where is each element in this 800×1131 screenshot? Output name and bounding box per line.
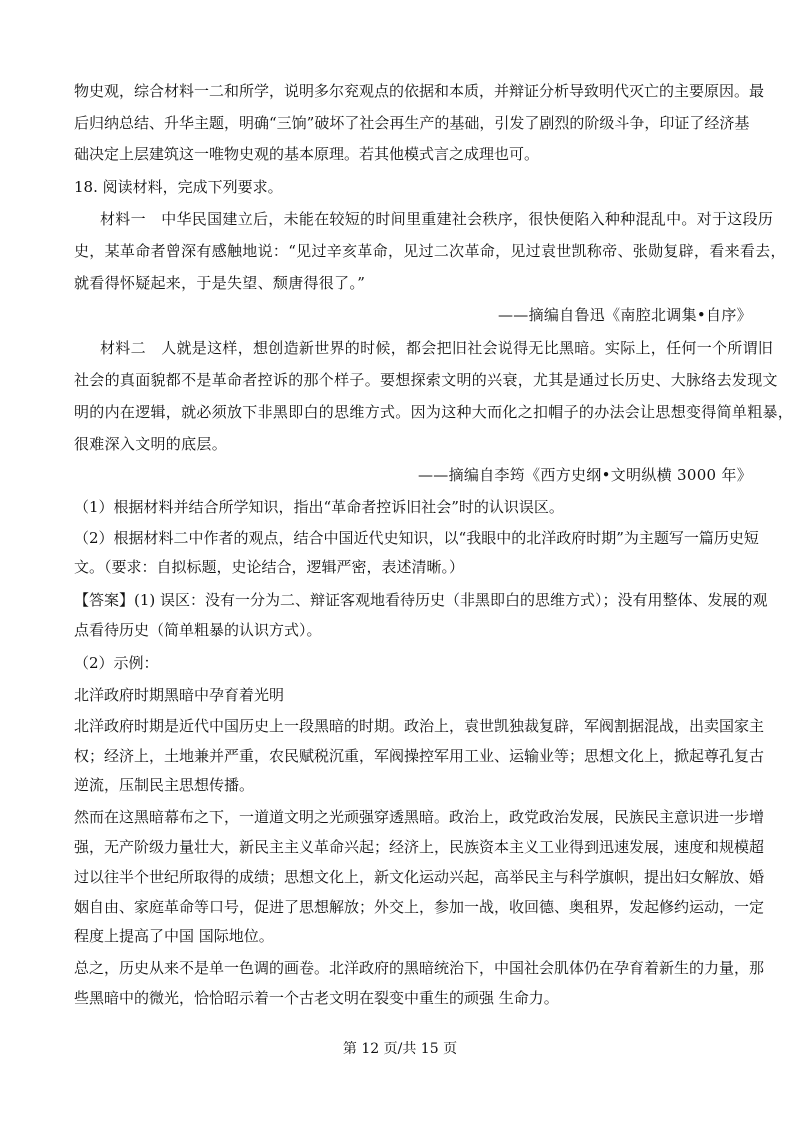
answer-line: 些黑暗中的微光，恰恰昭示着一个古老文明在裂变中重生的顽强 生命力。 <box>74 989 559 1007</box>
material1-source: ——摘编自鲁迅《南腔北调集•自序》 <box>498 306 752 324</box>
answer-line: 然而在这黑暗幕布之下，一道道文明之光顽强穿透黑暗。政治上，政党政治发展，民族民主意识进一步增 <box>74 808 765 826</box>
answer-line: 权；经济上，土地兼并严重，农民赋税沉重，军阀操控军用工业、运输业等；思想文化上，掀起尊孔复古 <box>74 747 765 765</box>
material2-source: ——摘编自李筠《西方史纲•文明纵横 3000 年》 <box>418 466 753 484</box>
answer-line: 姻自由、家庭革命等口号，促进了思想解放；外交上，参加一战，收回德、奥租界，发起修约运动，一定 <box>74 898 765 916</box>
intro-line: 物史观，综合材料一二和所学，说明多尔兖观点的依据和本质，并辩证分析导致明代灭亡的主要原因。最 <box>74 82 765 100</box>
material1-line: 材料一 中华民国建立后，未能在较短的时间里重建社会秩序，很快便陷入种种混乱中。对于这段历 <box>100 210 774 228</box>
answer-title: 北洋政府时期黑暗中孕育着光明 <box>74 686 285 704</box>
material2-line: 社会的真面貌都不是革命者控诉的那个样子。要想探索文明的兴衰，尤其是通过长历史、大脉络去发现文 <box>74 371 778 389</box>
answer-line: （2）示例： <box>74 654 159 672</box>
answer-line: 总之，历史从来不是单一色调的画卷。北洋政府的黑暗统治下，中国社会肌体仍在孕育着新生的力量，那 <box>74 959 765 977</box>
question-line: （2）根据材料二中作者的观点，结合中国近代史知识，以“我眼中的北洋政府时期”为主题写一篇历史短 <box>74 529 759 547</box>
answer-line: 强，无产阶级力量壮大，新民主主义革命兴起；经济上，民族资本主义工业得到迅速发展，速度和规模超 <box>74 838 765 856</box>
answer-line: 【答案】(1) 误区：没有一分为二、辩证客观地看待历史（非黑即白的思维方式）；没有用整体、发展的观 <box>74 591 768 609</box>
question-header: 18. 阅读材料，完成下列要求。 <box>74 178 283 196</box>
answer-line: 程度上提高了中国 国际地位。 <box>74 927 274 945</box>
intro-line: 后归纳总结、升华主题，明确“三饷”破坏了社会再生产的基础，引发了剧烈的阶级斗争，印证了经济基 <box>74 114 750 132</box>
question-line: 文。（要求：自拟标题，史论结合，逻辑严密，表述清晰。） <box>74 558 465 576</box>
material1-line: 史，某革命者曾深有感触地说：“见过辛亥革命，见过二次革命，见过袁世凯称帝、张勋复辟，看来看去， <box>74 242 786 260</box>
material2-line: 材料二 人就是这样，想创造新世界的时候，都会把旧社会说得无比黑暗。实际上，任何一个所谓旧 <box>100 339 774 357</box>
answer-line: 逆流，压制民主思想传播。 <box>74 776 255 794</box>
page-footer: 第 12 页/共 15 页 <box>342 1041 458 1057</box>
question-line: （1）根据材料并结合所学知识，指出“革命者控诉旧社会”时的认识误区。 <box>74 498 564 516</box>
answer-line: 过以往半个世纪所取得的成绩；思想文化上，新文化运动兴起，高举民主与科学旗帜，提出妇女解放、婚 <box>74 868 765 886</box>
answer-line: 点看待历史（简单粗暴的认识方式）。 <box>74 621 322 639</box>
answer-line: 北洋政府时期是近代中国历史上一段黑暗的时期。政治上，袁世凯独裁复辟，军阀割据混战，出卖国家主 <box>74 717 765 735</box>
material2-line: 明的内在逻辑，就必须放下非黑即白的思维方式。因为这种大而化之扣帽子的办法会让思想变得简单粗暴， <box>74 403 794 421</box>
intro-line: 础决定上层建筑这一唯物史观的基本原理。若其他模式言之成理也可。 <box>74 145 540 163</box>
material2-line: 很难深入文明的底层。 <box>74 435 228 453</box>
material1-line: 就看得怀疑起来，于是失望、颓唐得很了。” <box>74 274 366 292</box>
